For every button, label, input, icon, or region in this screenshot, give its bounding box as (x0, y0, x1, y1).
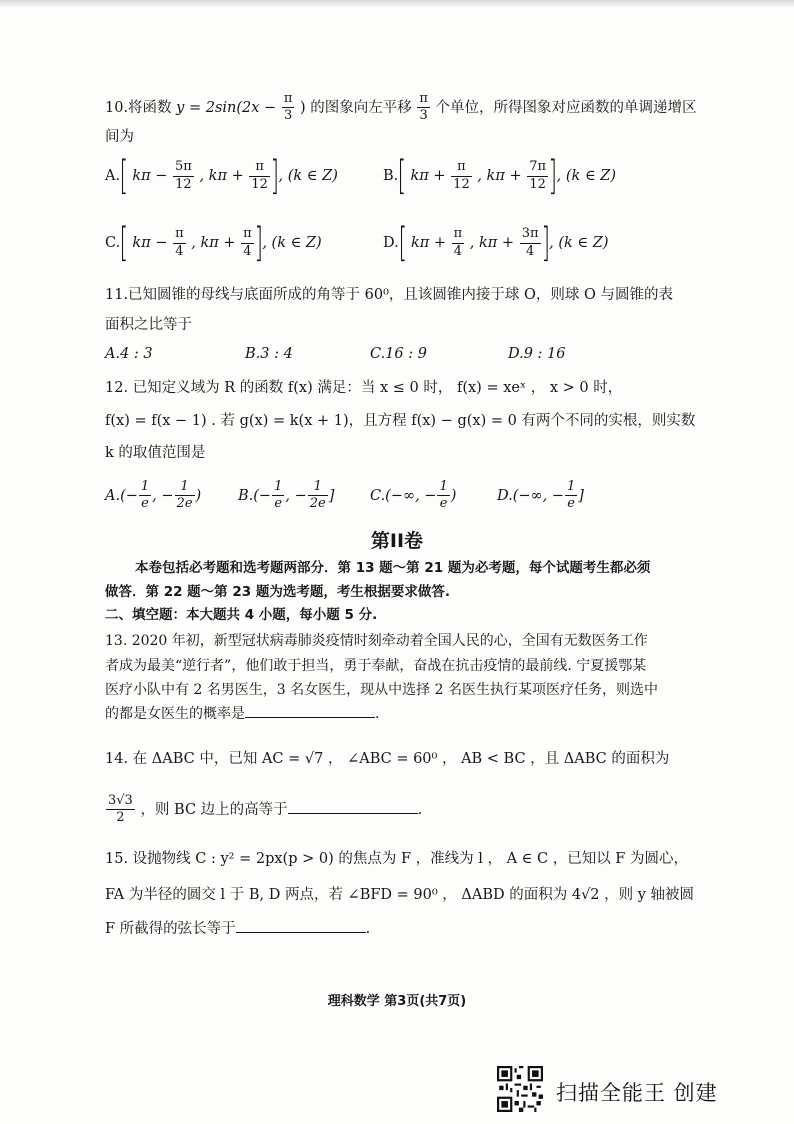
q12-stem-line3: k 的取值范围是 (105, 445, 206, 461)
section-2-title: 第II卷 (370, 530, 424, 552)
q14-line1: 14. 在 ΔABC 中，已知 AC = √7 ， ∠ABC = 60⁰ ， AB < BC ，且 ΔABC 的面积为 (105, 751, 670, 767)
q11-option-b: B.3 : 4 (245, 346, 293, 362)
q12-option-b: B.(− $\frac{1}{e}$ , − $\frac{1}{2e}$ ] (238, 479, 335, 512)
q11-stem-line2: 面积之比等于 (105, 317, 192, 333)
q11-option-c: C.16 : 9 (370, 346, 427, 362)
q10-frac-shift: $\frac{\pi}{3}$ (419, 91, 428, 124)
q10-text-tail: 个单位，所得图象对应函数的单调递增区 (435, 99, 697, 116)
q12-option-a: A.(− $\frac{1}{e}$ , − $\frac{1}{2e}$ ) (105, 479, 202, 512)
q13-line2: 者成为最美“逆行者”，他们敢于担当，勇于奉献，奋战在抗击疫情的最前线. 宁夏援鄂某 (105, 658, 647, 674)
q13-answer-blank[interactable] (245, 717, 375, 718)
q10-text: 10.将函数 (105, 99, 172, 116)
q15-answer-blank[interactable] (236, 932, 366, 933)
q10-close-paren: ) (299, 99, 306, 116)
scanner-watermark-text: 扫描全能王 创建 (556, 1081, 718, 1105)
fill-in-heading: 二、填空题：本大题共 4 小题，每小题 5 分. (105, 607, 378, 623)
q13-line4: 的都是女医生的概率是 . (105, 706, 380, 722)
q15-line2: FA 为半径的圆交 l 于 B, D 两点，若 ∠BFD = 90⁰ ， ΔABD 的面积为 4√2 ，则 y 轴被圆 (105, 887, 695, 903)
q10-text-shift: 的图象向左平移 (310, 99, 412, 116)
q12-stem-line1: 12. 已知定义域为 R 的函数 f(x) 满足：当 x ≤ 0 时， f(x) = xeˣ ， x > 0 时， (105, 380, 623, 396)
q10-frac-pi-3: $\frac{\pi}{3}$ (283, 91, 293, 124)
q10-stem-line2: 间为 (105, 129, 134, 145)
q15-line3: F 所截得的弦长等于 . (105, 921, 371, 937)
qr-code-icon (497, 1066, 543, 1112)
q13-line3: 医疗小队中有 2 名男医生，3 名女医生，现从中选择 2 名医生执行某项医疗任务，则选中 (105, 682, 658, 698)
q10-option-a: A.[ kπ − $\frac{5\pi}{12}$ , kπ + $\frac{\pi}{12}$ ], (k ∈ Z) (105, 153, 338, 199)
page-footer: 理科数学 第3页(共7页) (327, 994, 467, 1009)
q12-option-d: D.(−∞, − $\frac{1}{e}$ ] (497, 479, 584, 512)
section-2-intro-line1: 本卷包括必考题和选考题两部分．第 13 题～第 21 题为必考题，每个试题考生都必须 (135, 560, 651, 576)
scan-edge-bleed (0, 0, 794, 8)
q12-option-c: C.(−∞, − $\frac{1}{e}$ ) (370, 479, 457, 512)
q11-option-a: A.4 : 3 (105, 346, 153, 362)
q10-option-b: B.[ kπ + $\frac{\pi}{12}$ , kπ + $\frac{7\pi}{12}$ ], (k ∈ Z) (383, 153, 617, 199)
q11-option-d: D.9 : 16 (508, 346, 566, 362)
q10-option-c: C.[ kπ − $\frac{\pi}{4}$ , kπ + $\frac{\pi}{4}$ ], (k ∈ Z) (105, 220, 322, 266)
q11-stem-line1: 11.已知圆锥的母线与底面所成的角等于 60⁰，且该圆锥内接于球 O，则球 O 与圆锥的表 (105, 287, 674, 303)
q10-function: y = 2sin(2x − (176, 99, 277, 116)
q10-stem-line1 (105, 92, 697, 124)
q10-option-d: D.[ kπ + $\frac{\pi}{4}$ , kπ + $\frac{3\pi}{4}$ ], (k ∈ Z) (383, 220, 609, 266)
q15-line1: 15. 设抛物线 C : y² = 2px(p > 0) 的焦点为 F ，准线为 l ， A ∈ C ，已知以 F 为圆心， (105, 851, 688, 867)
q13-line1: 13. 2020 年初，新型冠状病毒肺炎疫情时刻牵动着全国人民的心，全国有无数医务工作 (105, 633, 648, 649)
q12-stem-line2: f(x) = f(x − 1) . 若 g(x) = k(x + 1)，且方程 f(x) − g(x) = 0 有两个不同的实根，则实数 (105, 413, 696, 429)
q14-line2: $\frac{3√3}{2}$ ，则 BC 边上的高等于 . (108, 793, 423, 826)
section-2-intro-line2: 做答．第 22 题～第 23 题为选考题，考生根据要求做答. (105, 584, 451, 600)
q14-answer-blank[interactable] (288, 813, 418, 814)
q14-area-fraction: $\frac{3√3}{2}$ (108, 793, 133, 826)
